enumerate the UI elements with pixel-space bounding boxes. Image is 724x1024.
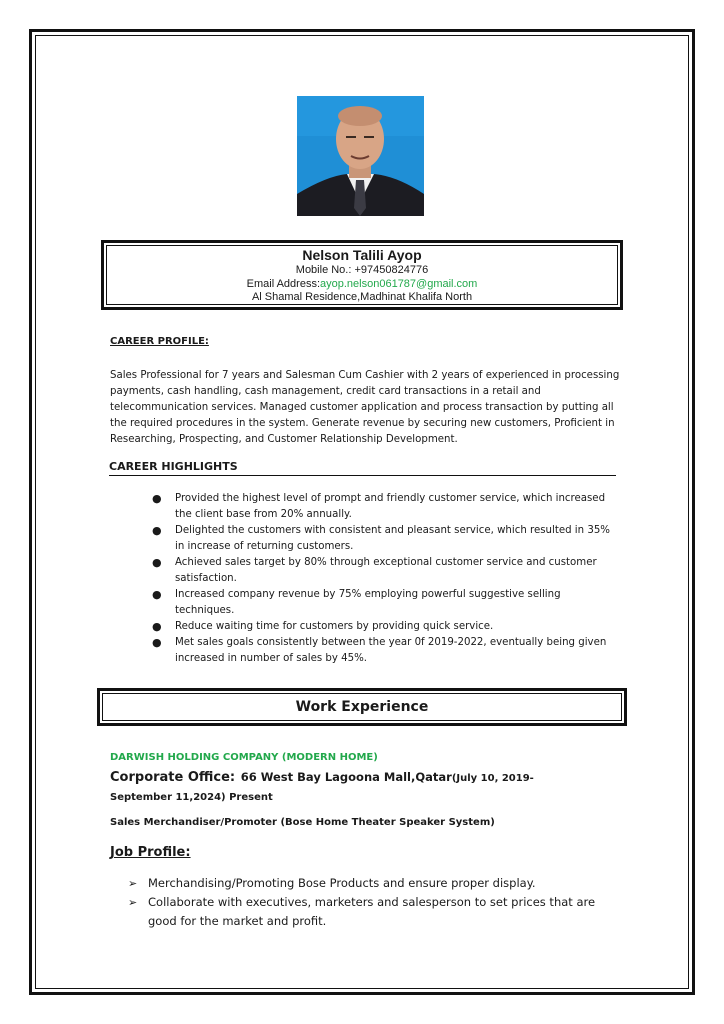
contact-box <box>106 245 618 305</box>
email-label: Email Address: <box>246 277 321 290</box>
list-item-text: Collaborate with executives, marketers and salesperson to set prices that are good for the market and profit. <box>148 895 596 928</box>
career-profile-heading: CAREER PROFILE: <box>110 336 209 347</box>
office-label: Corporate Office: <box>110 770 236 785</box>
email-line <box>107 278 617 292</box>
email-link[interactable]: ayop.nelson061787@gmail.com <box>320 277 478 290</box>
company-name: DARWISH HOLDING COMPANY (MODERN HOME) <box>110 752 378 763</box>
bullet-icon: ● <box>152 636 162 649</box>
list-item <box>152 619 618 635</box>
list-item <box>152 491 618 523</box>
office-address: 66 West Bay Lagoona Mall,Qatar <box>240 770 452 784</box>
list-item <box>152 555 618 587</box>
job-profile-heading: Job Profile: <box>110 845 191 860</box>
list-item-text: Achieved sales target by 80% through exceptional customer service and customer satisfaction. <box>175 557 597 584</box>
candidate-name: Nelson Talili Ayop <box>302 247 422 263</box>
address-line: Al Shamal Residence,Madhinat Khalifa North <box>251 291 473 303</box>
list-item-text: Reduce waiting time for customers by providing quick service. <box>175 621 494 632</box>
bullet-icon: ● <box>152 556 162 569</box>
bullet-icon: ● <box>152 492 162 505</box>
mobile-value: +97450824776 <box>354 264 429 276</box>
list-item <box>152 587 618 619</box>
arrow-bullet-icon: ➢ <box>128 896 138 909</box>
list-item <box>152 523 618 555</box>
bullet-icon: ● <box>152 588 162 601</box>
work-experience-heading: Work Experience <box>102 693 622 721</box>
list-item-text: Provided the highest level of prompt and friendly customer service, which increased the client base from 20% annually. <box>175 493 606 520</box>
job-position: Sales Merchandiser/Promoter (Bose Home Theater Speaker System) <box>110 817 495 828</box>
arrow-bullet-icon: ➢ <box>128 877 138 890</box>
career-highlights-heading: CAREER HIGHLIGHTS <box>109 460 616 476</box>
career-highlights-list <box>152 491 618 667</box>
mobile-label: Mobile No.: <box>295 264 352 276</box>
list-item-text: Merchandising/Promoting Bose Products and ensure proper display. <box>148 876 536 890</box>
list-item <box>152 635 618 667</box>
list-item <box>128 893 618 931</box>
list-item-text: Delighted the customers with consistent and pleasant service, which resulted in 35% in increase of returning customers. <box>175 525 610 552</box>
job-profile-list <box>128 874 618 931</box>
mobile-line <box>107 264 617 278</box>
profile-photo <box>297 96 424 216</box>
employment-dates: (July 10, 2019- September 11,2024) Present <box>110 773 534 803</box>
bullet-icon: ● <box>152 524 162 537</box>
list-item <box>128 874 618 893</box>
bullet-icon: ● <box>152 620 162 633</box>
corporate-office <box>110 768 590 806</box>
career-profile-text: Sales Professional for 7 years and Salesman Cum Cashier with 2 years of experienced in processing payments, cash handling, cash management, credit card transactions in a retail and telecommunication services. Managed customer application and process transaction by putting all the required procedures in the system. Generate revenue by securing new customers, Proficient in Researching, Prospecting, and Customer Relationship Development. <box>110 370 620 445</box>
list-item-text: Met sales goals consistently between the year 0f 2019-2022, eventually being given increased in number of sales by 45%. <box>175 637 607 664</box>
list-item-text: Increased company revenue by 75% employing powerful suggestive selling techniques. <box>175 589 561 616</box>
